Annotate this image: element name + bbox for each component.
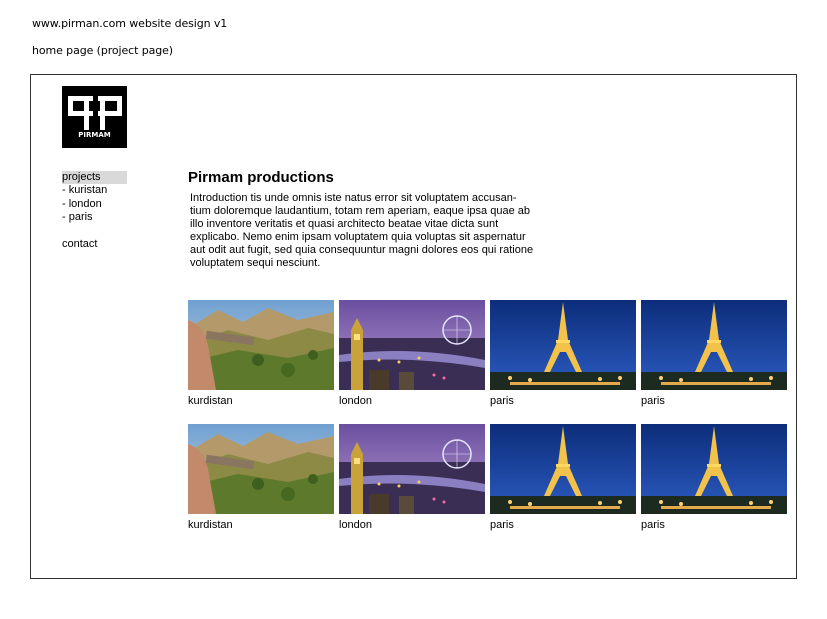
eiffel-tower-night-photo[interactable] [490,424,636,514]
project-card-paris[interactable] [490,424,636,531]
page-frame [30,74,797,579]
london-skyline-night-photo[interactable] [339,300,485,390]
logo-text: PIRMAM [78,131,111,139]
project-caption: paris [641,519,665,531]
project-card-paris[interactable] [641,424,787,531]
project-caption: paris [490,395,514,407]
project-card-paris[interactable] [641,300,787,407]
project-caption: paris [490,519,514,531]
project-grid [188,300,788,540]
nav-contact[interactable]: contact [62,238,98,251]
project-caption: kurdistan [188,519,233,531]
kurdistan-landscape-photo[interactable] [188,424,334,514]
project-card-kurdistan[interactable] [188,424,334,531]
nav-london[interactable]: - london [62,197,102,210]
sidebar-nav [62,171,132,251]
project-caption: london [339,519,373,531]
project-caption: paris [641,395,665,407]
eiffel-tower-night-photo[interactable] [641,300,787,390]
page-title: Pirmam productions [188,169,334,186]
kurdistan-landscape-photo[interactable] [188,300,334,390]
nav-kuristan[interactable]: - kuristan [62,184,108,197]
project-card-paris[interactable] [490,300,636,407]
project-card-kurdistan[interactable] [188,300,334,407]
project-card-london[interactable] [339,424,485,531]
intro-text: Introduction tis unde omnis iste natus error sit voluptatem accusan- tium doloremque laudantium, totam rem aperiam, eaque ipsa quae ab illo inventore veritatis et quasi architecto beatae vitae dicta sunt explicabo. Nemo enim ipsam voluptatem quia voluptas sit aspernatur aut odit aut fugit, sed quia consequuntur magni dolores eos qui ratione voluptatem sequi nesciunt. [190,192,534,269]
nav-paris[interactable]: - paris [62,210,93,223]
document-subtitle: home page (project page) [32,44,173,57]
project-caption: london [339,395,373,407]
london-skyline-night-photo[interactable] [339,424,485,514]
pirmam-logo[interactable] [62,86,127,148]
nav-projects[interactable]: projects [62,171,127,184]
eiffel-tower-night-photo[interactable] [490,300,636,390]
document-title: www.pirman.com website design v1 [32,17,228,30]
project-card-london[interactable] [339,300,485,407]
project-caption: kurdistan [188,395,233,407]
eiffel-tower-night-photo[interactable] [641,424,787,514]
